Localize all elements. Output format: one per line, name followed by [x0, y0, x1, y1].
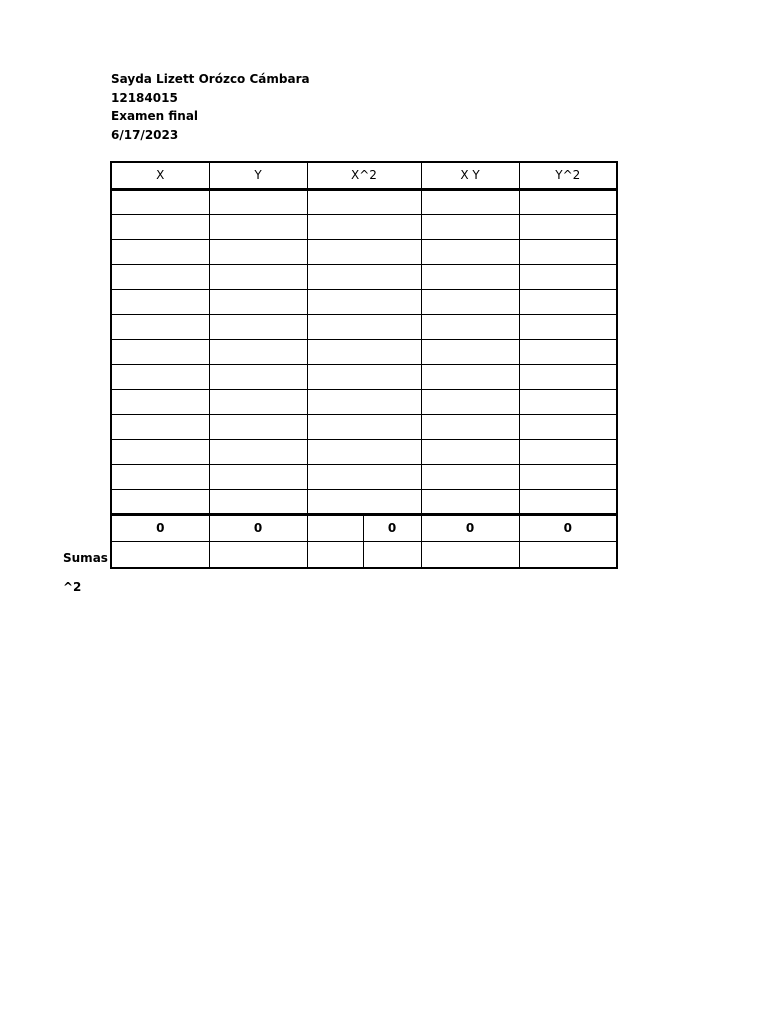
table-cell: [111, 314, 209, 339]
table-row: [111, 189, 617, 214]
square-cell: [421, 541, 519, 568]
data-table: [110, 161, 618, 569]
square-cell: [519, 541, 617, 568]
table-row: [111, 239, 617, 264]
table-cell: [209, 214, 307, 239]
table-cell: [421, 189, 519, 214]
sum-xy: 0: [421, 514, 519, 541]
table-row: [111, 389, 617, 414]
table-row: [111, 489, 617, 514]
table-cell: [307, 289, 421, 314]
table-cell: [209, 389, 307, 414]
table-row: [111, 214, 617, 239]
table-cell: [209, 414, 307, 439]
sum-x: 0: [111, 514, 209, 541]
sum-x2-blank: [307, 514, 363, 541]
table-cell: [111, 339, 209, 364]
squares-label: ^2: [63, 580, 82, 594]
square-cell: [363, 541, 421, 568]
table-cell: [421, 339, 519, 364]
table-cell: [421, 214, 519, 239]
table-cell: [209, 364, 307, 389]
table-cell: [421, 439, 519, 464]
table-cell: [111, 364, 209, 389]
table-row: [111, 289, 617, 314]
table-cell: [307, 414, 421, 439]
table-cell: [111, 264, 209, 289]
table-cell: [209, 464, 307, 489]
table-cell: [307, 339, 421, 364]
square-cell: [307, 541, 363, 568]
table-cell: [307, 364, 421, 389]
column-header-x: X: [111, 162, 209, 189]
table-cell: [307, 214, 421, 239]
table-cell: [421, 389, 519, 414]
table-cell: [421, 364, 519, 389]
square-cell: [209, 541, 307, 568]
table-cell: [421, 239, 519, 264]
table-cell: [307, 464, 421, 489]
student-id: 12184015: [111, 90, 178, 105]
table-cell: [111, 189, 209, 214]
table-cell: [111, 414, 209, 439]
sum-x2: 0: [363, 514, 421, 541]
table-cell: [519, 414, 617, 439]
table-cell: [421, 289, 519, 314]
table-cell: [421, 464, 519, 489]
exam-title: Examen final: [111, 109, 199, 123]
table-cell: [519, 189, 617, 214]
table-row: [111, 264, 617, 289]
table-cell: [209, 314, 307, 339]
table-row: [111, 414, 617, 439]
table-cell: [111, 239, 209, 264]
table-cell: [519, 389, 617, 414]
table-cell: [209, 264, 307, 289]
table-cell: [519, 239, 617, 264]
table-cell: [307, 389, 421, 414]
table-cell: [421, 264, 519, 289]
table-cell: [519, 314, 617, 339]
table-row: [111, 439, 617, 464]
table-cell: [519, 339, 617, 364]
table-cell: [307, 314, 421, 339]
squares-row: [111, 541, 617, 568]
table-cell: [209, 339, 307, 364]
table-cell: [209, 439, 307, 464]
header-row: [111, 162, 617, 189]
table-cell: [209, 189, 307, 214]
table-cell: [519, 464, 617, 489]
table-cell: [421, 314, 519, 339]
table-cell: [519, 264, 617, 289]
table-cell: [111, 439, 209, 464]
table-cell: [111, 214, 209, 239]
sums-label: Sumas: [63, 551, 108, 565]
exam-date: 6/17/2023: [111, 127, 179, 142]
sums-row: [111, 514, 617, 541]
table-cell: [307, 264, 421, 289]
document-header: [111, 70, 310, 144]
table-cell: [209, 289, 307, 314]
table-cell: [421, 489, 519, 514]
table-cell: [421, 414, 519, 439]
sum-y: 0: [209, 514, 307, 541]
table-row: [111, 339, 617, 364]
column-header-xy: X Y: [421, 162, 519, 189]
table-cell: [307, 439, 421, 464]
table-cell: [519, 214, 617, 239]
sum-y2: 0: [519, 514, 617, 541]
table-cell: [307, 239, 421, 264]
table-row: [111, 314, 617, 339]
table-cell: [111, 389, 209, 414]
table-cell: [111, 289, 209, 314]
table-cell: [307, 489, 421, 514]
column-header-x2: X^2: [307, 162, 421, 189]
column-header-y: Y: [209, 162, 307, 189]
table-row: [111, 364, 617, 389]
table-cell: [519, 439, 617, 464]
table-cell: [519, 364, 617, 389]
table-cell: [209, 239, 307, 264]
table-cell: [111, 489, 209, 514]
student-name: Sayda Lizett Orózco Cámbara: [111, 72, 310, 86]
table-cell: [111, 464, 209, 489]
square-cell: [111, 541, 209, 568]
table-cell: [209, 489, 307, 514]
table-row: [111, 464, 617, 489]
table-cell: [307, 189, 421, 214]
table-cell: [519, 289, 617, 314]
table-cell: [519, 489, 617, 514]
column-header-y2: Y^2: [519, 162, 617, 189]
